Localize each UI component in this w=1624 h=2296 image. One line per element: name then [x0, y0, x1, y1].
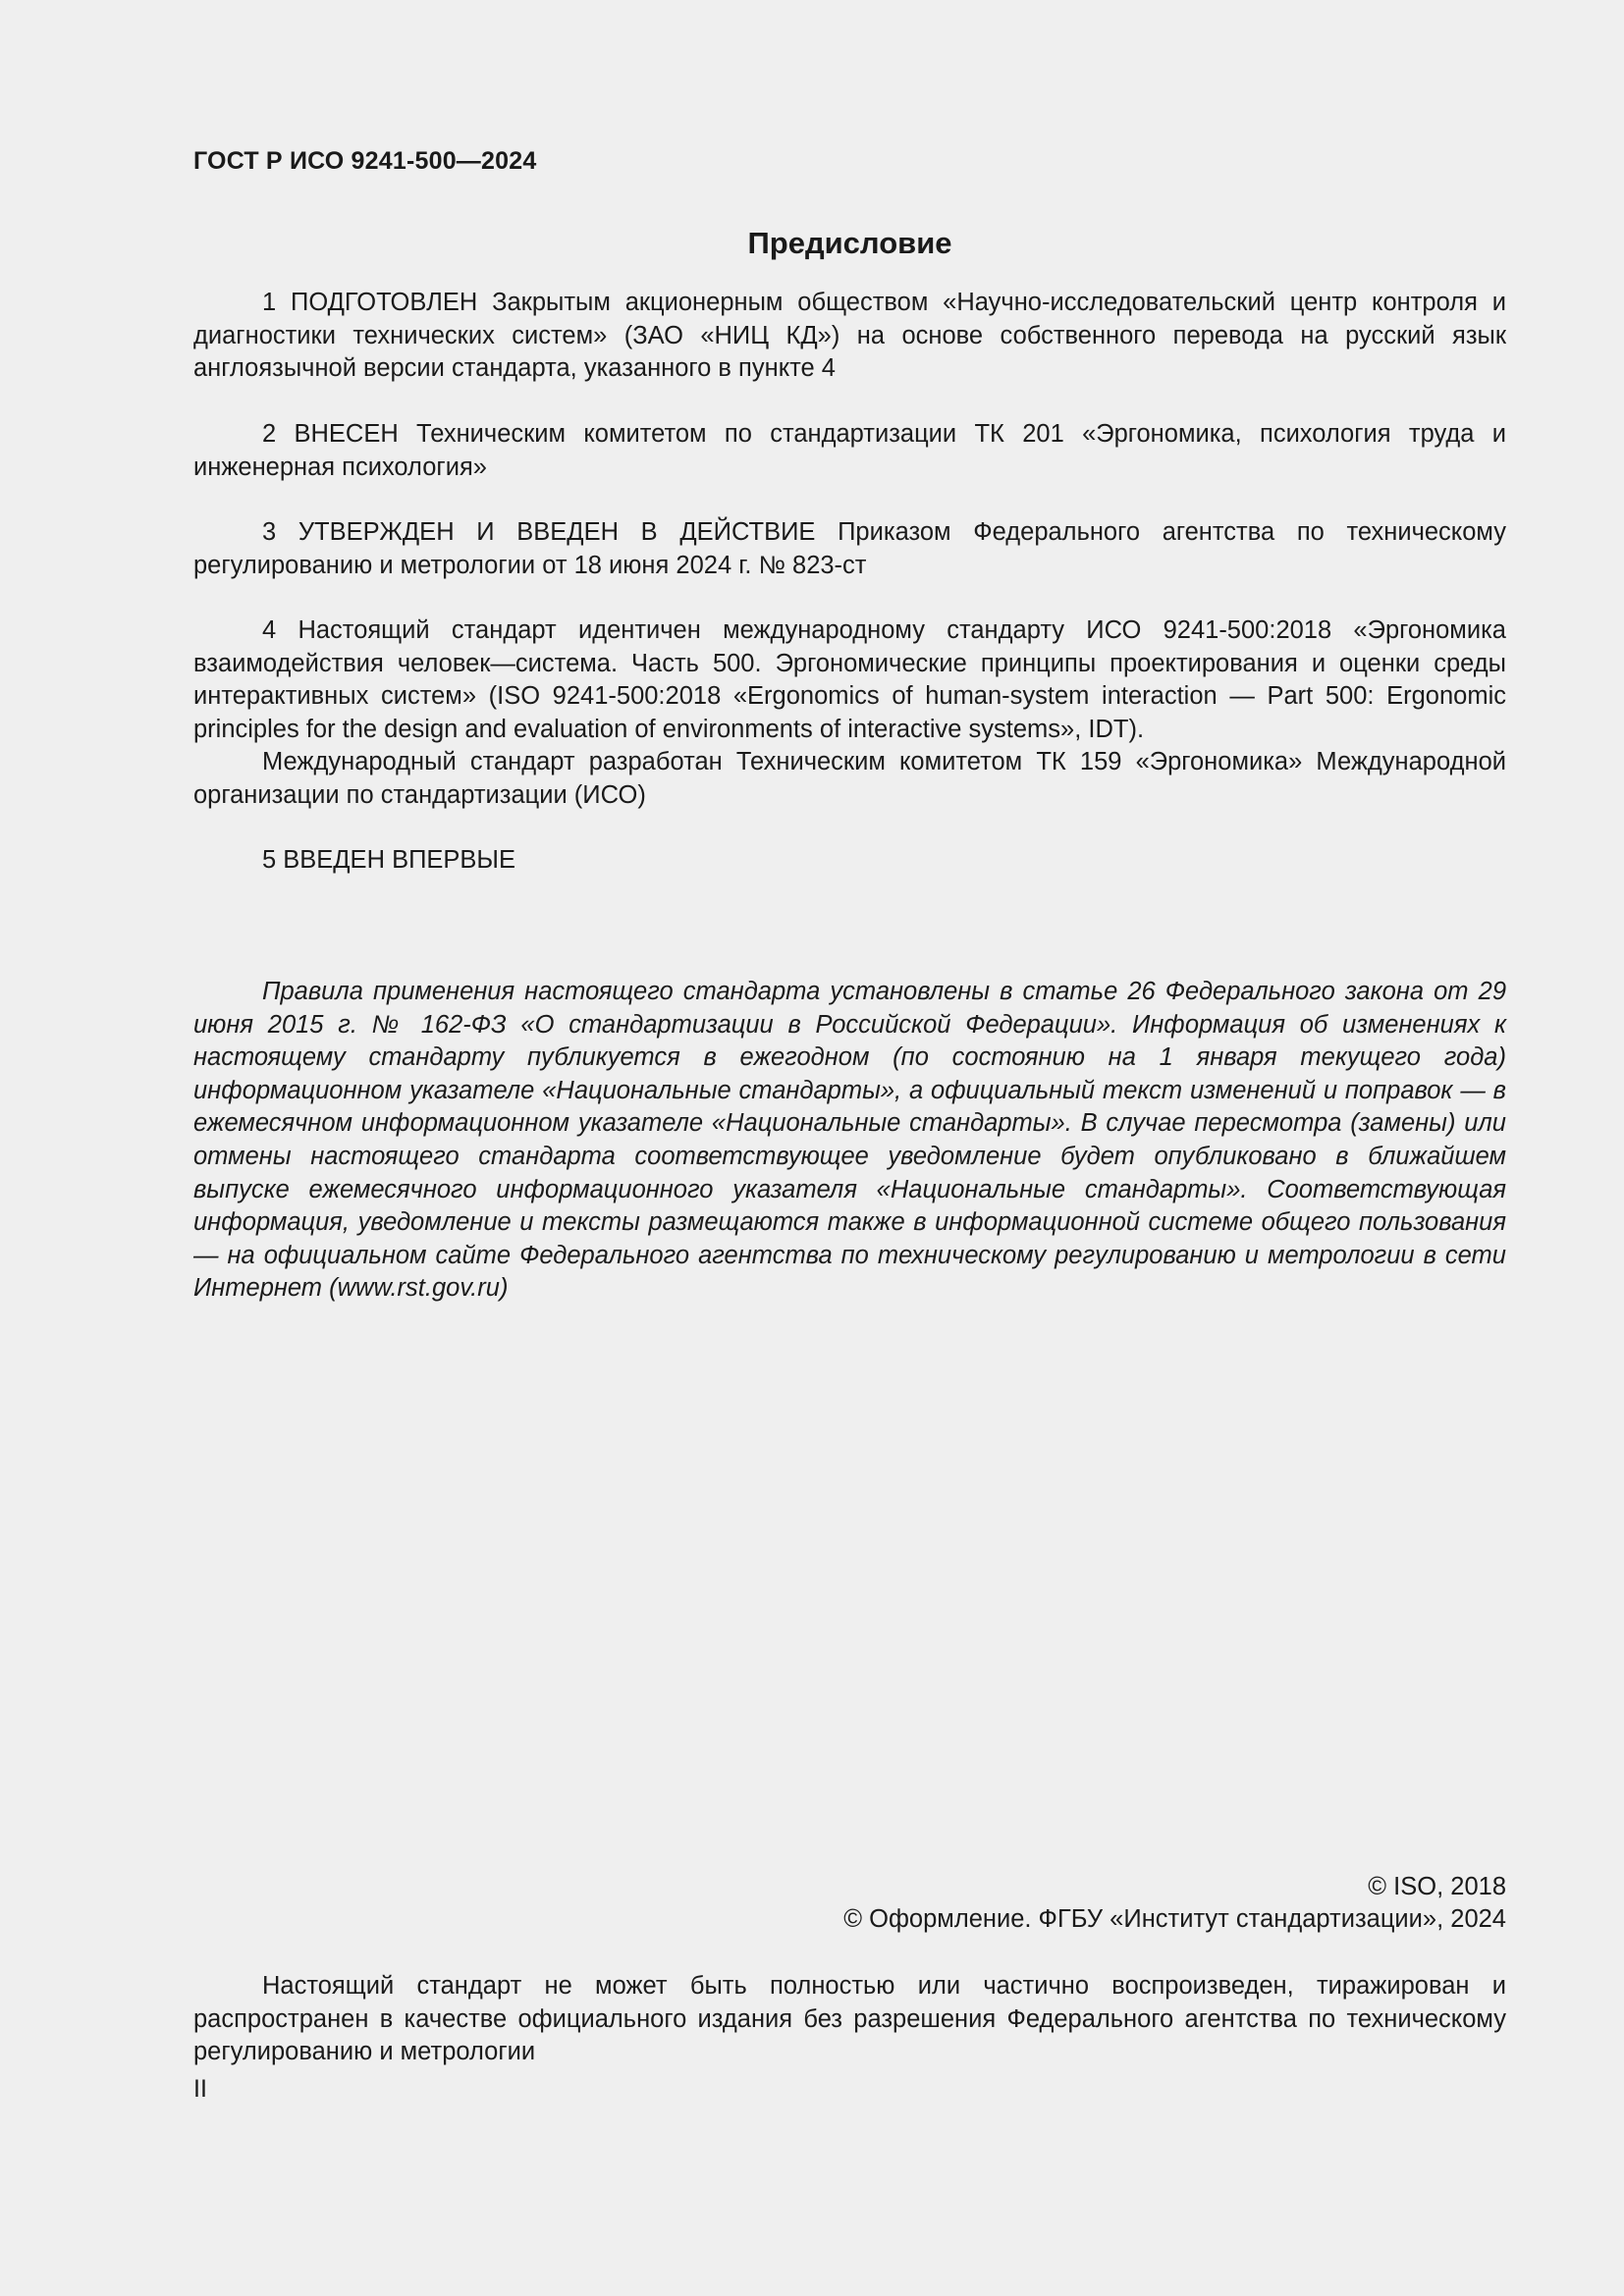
foreword-item-4: 4 Настоящий стандарт идентичен международному стандарту ИСО 9241-500:2018 «Эргономика взаимодействия человек—система. Часть 500. Эргономические принципы проектирования и оценки среды интерактивных систем» (ISO 9241-500:2018 «Ergonomics of human-system interaction — Part 500: Ergonomic principles for the design and evaluation of environments of interactive systems», IDT). [193, 616, 1506, 743]
page-title: Предисловие [747, 226, 952, 260]
rules-note: Правила применения настоящего стандарта установлены в статье 26 Федерального закона от 29 июня 2015 г. № 162-ФЗ «О стандартизации в Российской Федерации». Информация об изменениях к настоящему стандарту публикуется в ежегодном (по состоянию на 1 января текущего года) информационном указателе «Национальные стандарты», а официальный текст изменений и поправок — в ежемесячном информационном указателе «Национальные стандарты». В случае пересмотра (замены) или отмены настоящего стандарта соответствующее уведомление будет опубликовано в ближайшем выпуске ежемесячного информационного указателя «Национальные стандарты». Соответствующая информация, уведомление и тексты размещаются также в информационной системе общего пользования — на официальном сайте Федерального агентства по техническому регулированию и метрологии в сети Интернет (www.rst.gov.ru) [193, 978, 1506, 1303]
foreword-item-3: 3 УТВЕРЖДЕН И ВВЕДЕН В ДЕЙСТВИЕ Приказом Федерального агентства по техническому регулированию и метрологии от 18 июня 2024 г. № 823-ст [193, 518, 1506, 579]
foreword-item-5: 5 ВВЕДЕН ВПЕРВЫЕ [262, 846, 516, 874]
foreword-item-2: 2 ВНЕСЕН Техническим комитетом по стандартизации ТК 201 «Эргономика, психология труда и инженерная психология» [193, 420, 1506, 481]
foreword-item-1: 1 ПОДГОТОВЛЕН Закрытым акционерным обществом «Научно-исследовательский центр контроля и диагностики технических систем» (ЗАО «НИЦ КД») на основе собственного перевода на русский язык англоязычной версии стандарта, указанного в пункте 4 [193, 289, 1506, 383]
foreword-item-4-continuation: Международный стандарт разработан Техническим комитетом ТК 159 «Эргономика» Международной организации по стандартизации (ИСО) [193, 748, 1506, 809]
page-number: II [193, 2075, 207, 2103]
copyright-iso: © ISO, 2018 [1368, 1873, 1506, 1900]
copyright-design: © Оформление. ФГБУ «Институт стандартизации», 2024 [843, 1905, 1506, 1933]
reproduction-notice: Настоящий стандарт не может быть полностью или частично воспроизведен, тиражирован и распространен в качестве официального издания без разрешения Федерального агентства по техническому регулированию и метрологии [193, 1972, 1506, 2066]
document-code: ГОСТ Р ИСО 9241-500—2024 [193, 147, 537, 175]
document-page [193, 0, 1506, 2296]
